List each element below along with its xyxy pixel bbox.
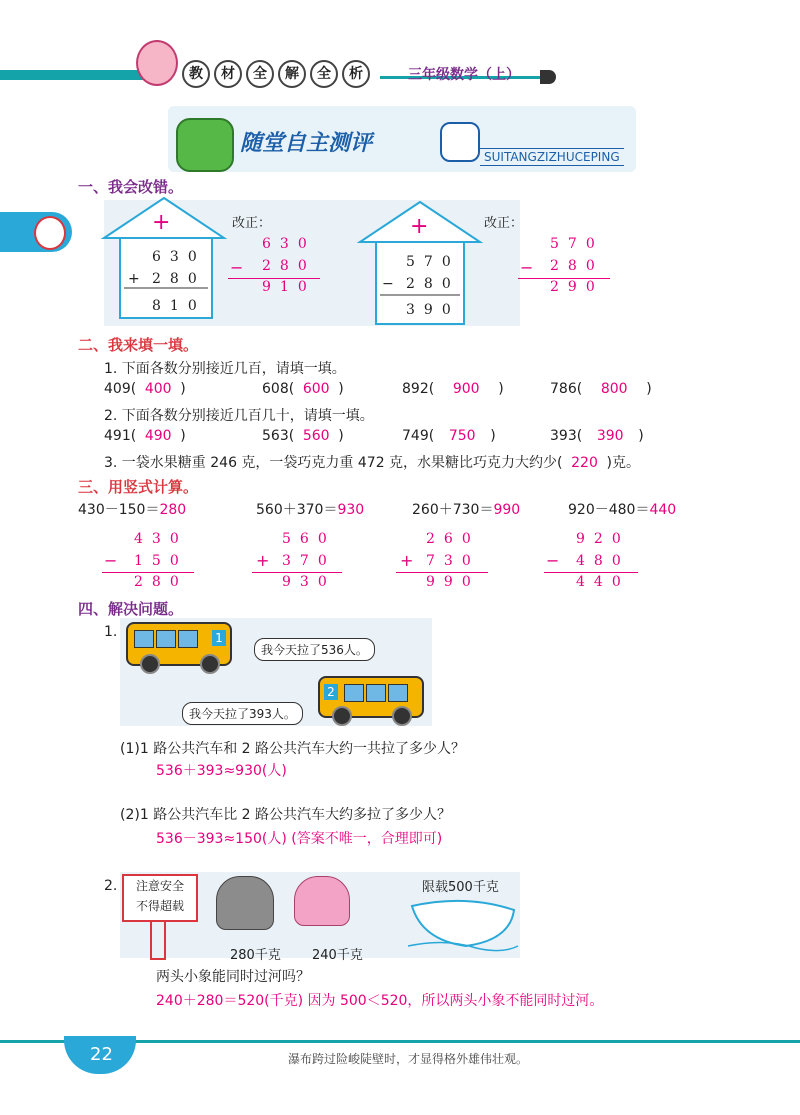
expr: 560＋370＝ [256, 502, 338, 518]
correct-b-1: 280 [262, 258, 316, 274]
expr: 260＋730＝ [412, 502, 494, 518]
header-bar [0, 62, 800, 86]
header-char: 全 [310, 60, 338, 88]
problem1-number: 1. [104, 624, 118, 640]
section2-q1-item3 [402, 381, 504, 397]
question-4-3: 两头小象能同时过河吗？ [156, 969, 310, 985]
calc2-r: 930 [282, 574, 336, 590]
correct-a-1: 630 [262, 236, 316, 252]
section4-title: 四、解决问题。 [78, 600, 184, 618]
elephant2-weight: 240千克 [312, 948, 363, 963]
pointing-hand-icon [440, 122, 480, 162]
answer-blank: 400 [144, 381, 172, 397]
header-char: 析 [342, 60, 370, 88]
boat-limit: 限载500千克 [422, 880, 499, 895]
answer-blank: 750 [448, 428, 476, 444]
expr-answer: 440 [649, 502, 677, 518]
header-teal-band [0, 70, 150, 80]
calc4-line [544, 572, 638, 573]
section2-q1-item2 [262, 381, 344, 397]
num: 892( [402, 381, 435, 397]
calc1-b: 150 [134, 553, 188, 569]
num: 393( [550, 428, 583, 444]
expr: 920－480＝ [568, 502, 650, 518]
bus-window [366, 684, 386, 702]
mascot-girl-icon [136, 40, 178, 86]
wrong-addend-a: 630 [152, 249, 206, 265]
section2-q1-row [104, 381, 186, 397]
expr: 430－150＝ [78, 502, 160, 518]
pink-elephant-icon [294, 876, 350, 926]
answer-blank: 490 [144, 428, 172, 444]
bus-window [134, 630, 154, 648]
expr-1 [78, 499, 186, 519]
expr-4 [568, 499, 676, 519]
elephant1-weight: 280千克 [230, 948, 281, 963]
bus-window [178, 630, 198, 648]
expr-3 [412, 499, 520, 519]
sign-line-2: 不得超载 [135, 899, 184, 913]
banner-pinyin: SUITANGZIZHUCEPING [480, 148, 624, 166]
answer-blank: 600 [302, 381, 330, 397]
question-4-1: (1)1 路公共汽车和 2 路公共汽车大约一共拉了多少人？ [120, 741, 465, 757]
bus-window [344, 684, 364, 702]
answer-blank: 900 [452, 381, 480, 397]
header-title [182, 60, 374, 88]
paren: ) [638, 428, 644, 444]
footer-quote: 瀑布跨过险峻陡壁时，才显得格外雄伟壮观。 [288, 1052, 529, 1066]
q3-text: 3. 一袋水果糖重 246 克，一袋巧克力重 472 克，水果糖比巧克力大约少( [104, 455, 563, 471]
correct-b-2: 280 [550, 258, 604, 274]
calc3-r: 990 [426, 574, 480, 590]
section2-q1-item4 [550, 381, 652, 397]
speech-bubble-2: 我今天拉了393人。 [182, 702, 303, 725]
bus-wheel [200, 654, 220, 674]
wrong-result: 810 [152, 298, 206, 314]
calc3-b: 730 [426, 553, 480, 569]
answer-blank: 390 [596, 428, 624, 444]
answer-4-2: 536－393≈150(人) (答案不唯一，合理即可) [156, 831, 443, 847]
wrong-minuend: 570 [406, 254, 460, 270]
calc2-op: + [256, 551, 270, 570]
paren: ) [338, 428, 344, 444]
num: 786( [550, 381, 583, 397]
problem2-number: 2. [104, 878, 118, 894]
warning-sign [122, 874, 198, 922]
paren: ) [646, 381, 652, 397]
paren: ) [498, 381, 504, 397]
q3-text-end: )克。 [606, 455, 640, 471]
house-sign: + [152, 210, 171, 235]
correct-a-2: 570 [550, 236, 604, 252]
bus-number-badge: 1 [212, 630, 226, 646]
calc3-a: 260 [426, 531, 480, 547]
bus-number-badge: 2 [324, 684, 338, 700]
banner-title: 随堂自主测评 [240, 131, 373, 156]
paren: ) [180, 381, 186, 397]
gray-elephant-icon [216, 876, 274, 930]
sign-post [150, 920, 166, 960]
answer-blank: 560 [302, 428, 330, 444]
wrong-subtrahend: 280 [406, 276, 460, 292]
section2-q3 [104, 452, 640, 472]
calc4-op: − [546, 551, 560, 570]
section2-q1: 1. 下面各数分别接近几百，请填一填。 [104, 361, 346, 377]
num: 563( [262, 428, 295, 444]
bus-wheel [392, 706, 412, 726]
section2-title: 二、我来填一填。 [78, 336, 199, 354]
side-tab-mascot-icon [34, 216, 66, 250]
bus-wheel [140, 654, 160, 674]
paren: ) [490, 428, 496, 444]
calc4-b: 480 [576, 553, 630, 569]
calc3-op: + [400, 551, 414, 570]
calc4-r: 440 [576, 574, 630, 590]
wrong-result: 390 [406, 302, 460, 318]
sign-line-1: 注意安全 [135, 879, 184, 893]
section1-title: 一、我会改错。 [78, 178, 184, 196]
expr-answer: 990 [493, 502, 521, 518]
calc1-a: 430 [134, 531, 188, 547]
house-sign: + [410, 214, 429, 239]
bus-window [388, 684, 408, 702]
paren: ) [180, 428, 186, 444]
section3-title: 三、用竖式计算。 [78, 478, 199, 496]
calc1-op: − [104, 551, 118, 570]
monster-icon [176, 118, 234, 172]
wrong-addend-b: 280 [152, 271, 206, 287]
paren: ) [338, 381, 344, 397]
calc2-b: 370 [282, 553, 336, 569]
boat-icon [406, 890, 520, 952]
header-pen-icon [540, 70, 556, 84]
num: 608( [262, 381, 295, 397]
num: 409( [104, 381, 137, 397]
expr-answer: 930 [337, 502, 365, 518]
calc2-a: 560 [282, 531, 336, 547]
answer-blank: 220 [571, 455, 598, 471]
page-number: 22 [90, 1044, 113, 1065]
calc3-line [396, 572, 488, 573]
correct-result-1: 910 [262, 279, 316, 295]
section2-q2-item1 [104, 428, 186, 444]
answer-blank: 800 [600, 381, 628, 397]
bus-wheel [332, 706, 352, 726]
answer-4-3: 240＋280＝520(千克) 因为 500＜520，所以两头小象不能同时过河。 [156, 993, 604, 1009]
num: 749( [402, 428, 435, 444]
expr-2 [256, 499, 364, 519]
speech-bubble-1: 我今天拉了536人。 [254, 638, 375, 661]
calc4-a: 920 [576, 531, 630, 547]
header-char: 材 [214, 60, 242, 88]
question-4-2: (2)1 路公共汽车比 2 路公共汽车大约多拉了多少人？ [120, 807, 451, 823]
answer-4-1: 536＋393≈930(人) [156, 763, 287, 779]
calc1-line [102, 572, 194, 573]
section2-q2: 2. 下面各数分别接近几百几十，请填一填。 [104, 408, 374, 424]
expr-answer: 280 [159, 502, 187, 518]
bus-window [156, 630, 176, 648]
section2-q2-item3 [402, 428, 496, 444]
num: 491( [104, 428, 137, 444]
calc1-r: 280 [134, 574, 188, 590]
section2-q2-item2 [262, 428, 344, 444]
correct-result-2: 290 [550, 279, 604, 295]
correction-label-2: 改正： [484, 216, 524, 231]
correction-label-1: 改正： [232, 216, 272, 231]
header-subtitle: 三年级数学（上） [408, 67, 520, 83]
calc2-line [252, 572, 342, 573]
section2-q2-item4 [550, 428, 644, 444]
wrong-operator: − [382, 276, 394, 292]
wrong-operator: + [128, 271, 140, 287]
header-char: 解 [278, 60, 306, 88]
correct-op-2: − [520, 258, 534, 277]
header-char: 全 [246, 60, 274, 88]
correct-op-1: − [230, 258, 244, 277]
header-char: 教 [182, 60, 210, 88]
